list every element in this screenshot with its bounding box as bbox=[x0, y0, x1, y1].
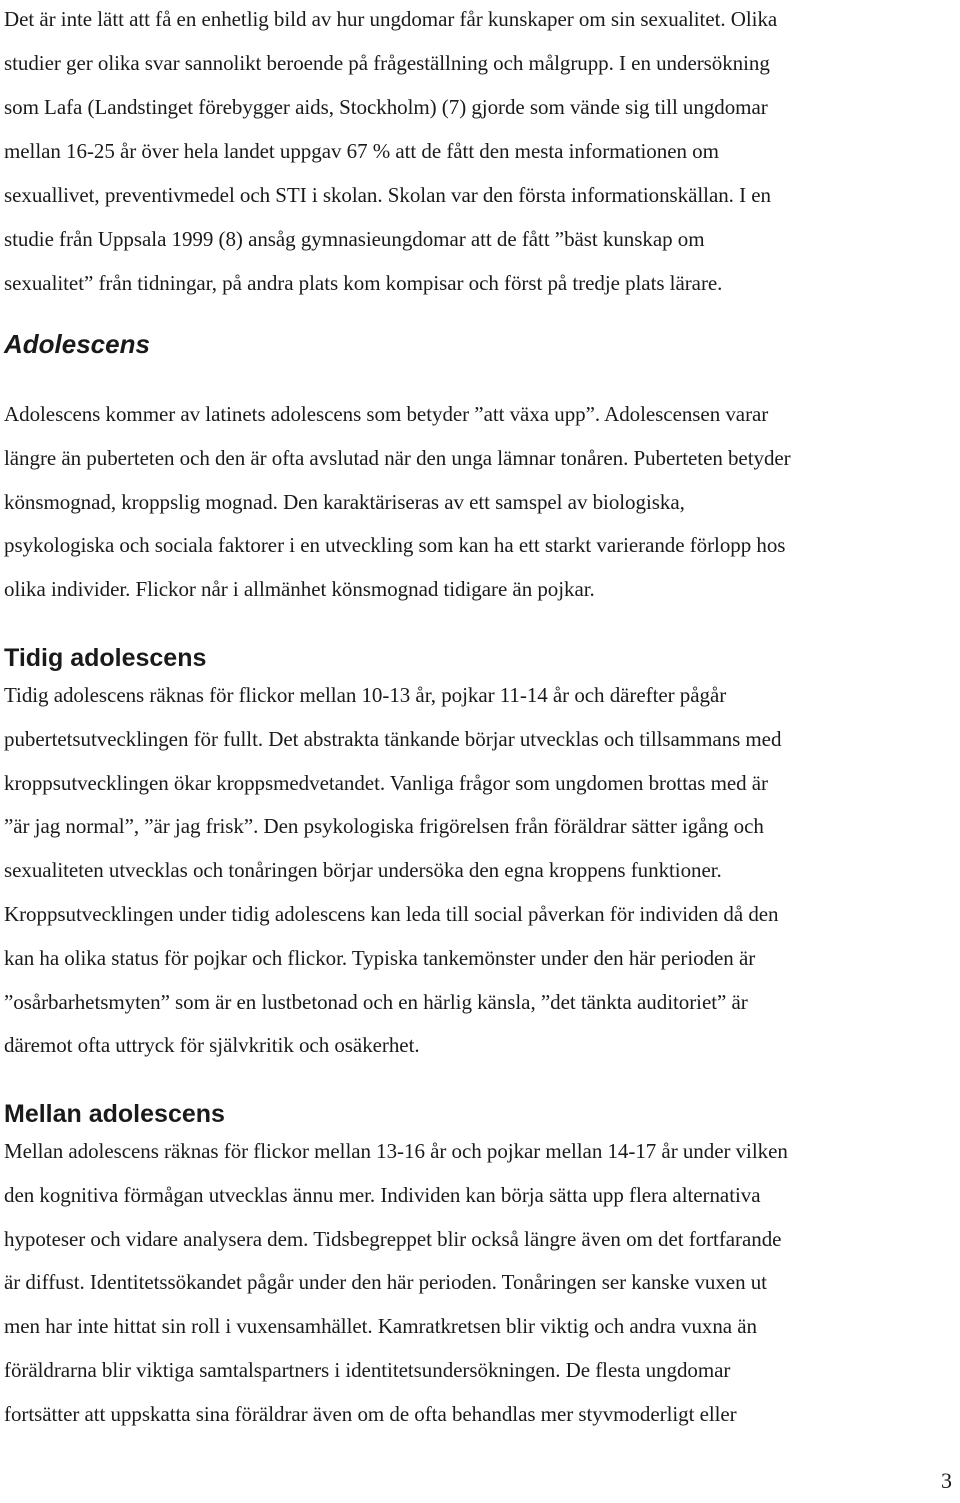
mellan-line: hypoteser och vidare analysera dem. Tidsbegreppet blir också längre även om det fortfarande bbox=[4, 1226, 782, 1251]
adolescens-line: längre än puberteten och den är ofta avslutad när den unga lämnar tonåren. Puberteten betyder bbox=[4, 445, 791, 470]
tidig-adolescens-paragraph bbox=[4, 674, 960, 1068]
tidig-line: däremot ofta uttryck för självkritik och osäkerhet. bbox=[4, 1033, 420, 1058]
section-heading-tidig-adolescens: Tidig adolescens bbox=[4, 644, 207, 672]
mellan-line: föräldrarna blir viktiga samtalspartners i identitetsundersökningen. De flesta ungdomar bbox=[4, 1357, 731, 1382]
mellan-line: Mellan adolescens räknas för flickor mellan 13-16 år och pojkar mellan 14-17 år under vilken bbox=[4, 1139, 788, 1163]
intro-line: sexuallivet, preventivmedel och STI i skolan. Skolan var den första informationskällan. I en bbox=[4, 183, 771, 207]
tidig-line: Tidig adolescens räknas för flickor mellan 10-13 år, pojkar 11-14 år och därefter pågår bbox=[4, 683, 727, 707]
intro-line: mellan 16-25 år över hela landet uppgav 67 % att de fått den mesta informationen om bbox=[4, 139, 719, 163]
tidig-line: kroppsutvecklingen ökar kroppsmedvetandet. Vanliga frågor som ungdomen brottas med är bbox=[4, 770, 769, 795]
adolescens-text bbox=[4, 393, 960, 612]
page-number: 3 bbox=[941, 1468, 952, 1493]
intro-text bbox=[4, 0, 960, 305]
mellan-line: den kognitiva förmågan utvecklas ännu mer. Individen kan börja sätta upp flera alternativa bbox=[4, 1182, 761, 1207]
adolescens-line: könsmognad, kroppslig mognad. Den karaktäriseras av ett samspel av biologiska, bbox=[4, 489, 685, 514]
tidig-adolescens-text bbox=[4, 674, 960, 1068]
tidig-line: sexualiteten utvecklas och tonåringen börjar undersöka den egna kroppens funktioner. bbox=[4, 858, 722, 883]
intro-line: studie från Uppsala 1999 (8) ansåg gymnasieungdomar att de fått ”bäst kunskap om bbox=[4, 227, 705, 251]
adolescens-paragraph bbox=[4, 393, 960, 612]
section-heading-mellan-adolescens: Mellan adolescens bbox=[4, 1100, 225, 1128]
section-heading-adolescens: Adolescens bbox=[4, 329, 150, 359]
intro-paragraph bbox=[4, 0, 960, 305]
tidig-line: ”är jag normal”, ”är jag frisk”. Den psykologiska frigörelsen från föräldrar sätter igång och bbox=[4, 814, 764, 839]
intro-line: Det är inte lätt att få en enhetlig bild av hur ungdomar får kunskaper om sin sexualitet. Olika bbox=[4, 7, 778, 31]
mellan-adolescens-text bbox=[4, 1130, 960, 1437]
tidig-line: kan ha olika status för pojkar och flickor. Typiska tankemönster under den här perioden är bbox=[4, 945, 756, 970]
adolescens-line: olika individer. Flickor når i allmänhet könsmognad tidigare än pojkar. bbox=[4, 577, 595, 602]
intro-line: sexualitet” från tidningar, på andra plats kom kompisar och först på tredje plats lärare. bbox=[4, 271, 723, 295]
mellan-adolescens-paragraph bbox=[4, 1130, 960, 1437]
tidig-line: ”osårbarhetsmyten” som är en lustbetonad och en härlig känsla, ”det tänkta auditoriet” är bbox=[4, 989, 748, 1014]
adolescens-line: psykologiska och sociala faktorer i en utveckling som kan ha ett starkt varierande förlopp hos bbox=[4, 533, 786, 558]
intro-line: studier ger olika svar sannolikt beroende på frågeställning och målgrupp. I en undersökning bbox=[4, 51, 770, 75]
intro-line: som Lafa (Landstinget förebygger aids, Stockholm) (7) gjorde som vände sig till ungdomar bbox=[4, 95, 768, 119]
mellan-line: men har inte hittat sin roll i vuxensamhället. Kamratkretsen blir viktig och andra vuxna än bbox=[4, 1314, 757, 1339]
mellan-line: fortsätter att uppskatta sina föräldrar även om de ofta behandlas mer styvmoderligt eller bbox=[4, 1401, 737, 1426]
mellan-line: är diffust. Identitetssökandet pågår under den här perioden. Tonåringen ser kanske vuxen ut bbox=[4, 1270, 767, 1295]
adolescens-line: Adolescens kommer av latinets adolescens som betyder ”att växa upp”. Adolescensen varar bbox=[4, 402, 769, 426]
tidig-line: pubertetsutvecklingen för fullt. Det abstrakta tänkande börjar utvecklas och tillsammans med bbox=[4, 726, 782, 751]
tidig-line: Kroppsutvecklingen under tidig adolescens kan leda till social påverkan för individen då den bbox=[4, 901, 779, 926]
